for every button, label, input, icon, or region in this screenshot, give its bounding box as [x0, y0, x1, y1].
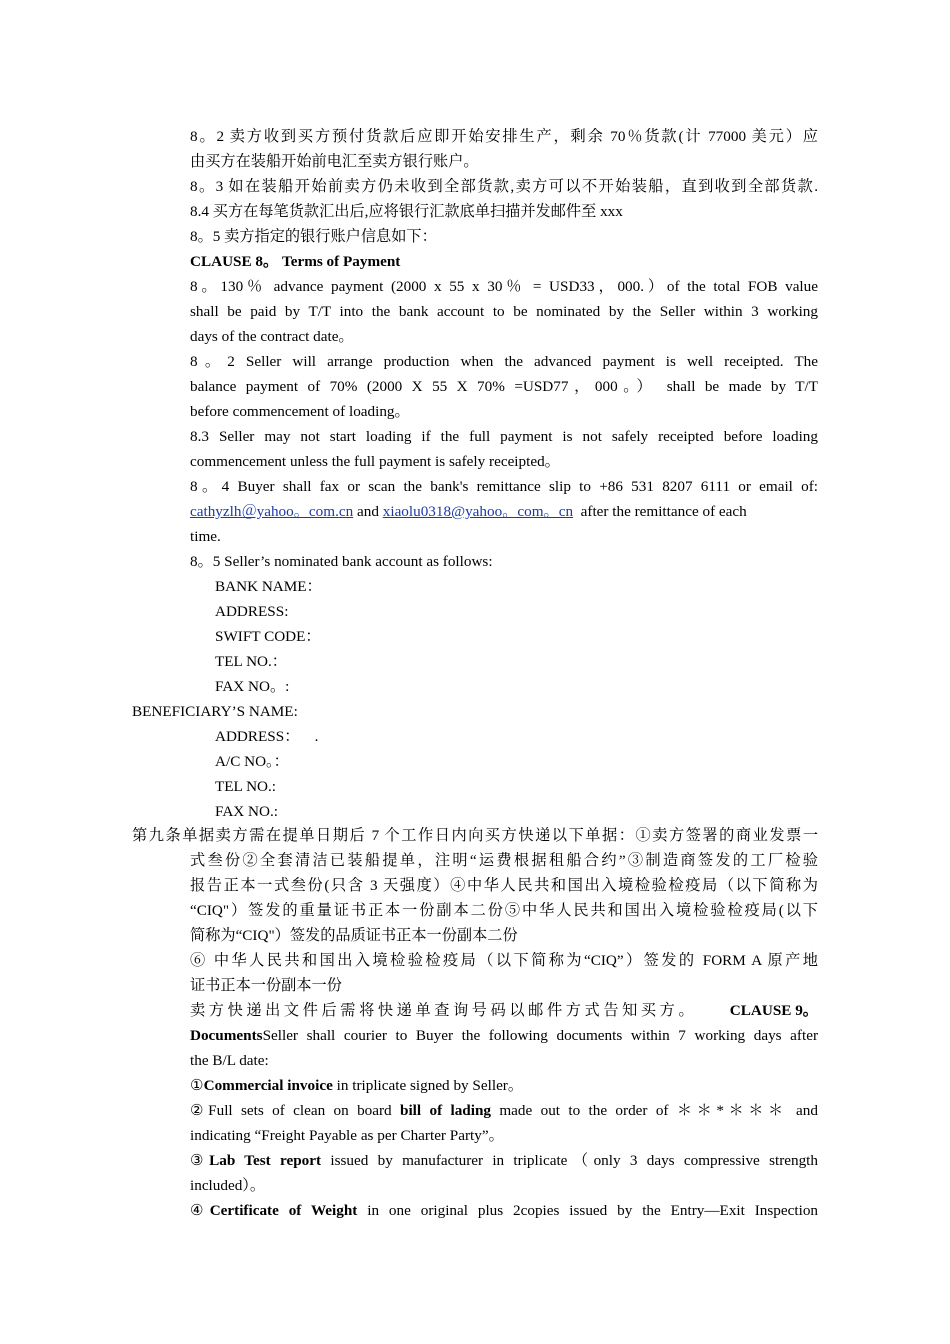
cn-clause8-3: 8。3 如在装船开始前卖方仍未收到全部货款,卖方可以不开始装船，直到收到全部货款. — [190, 178, 818, 195]
clause8-5: 8。5 Seller’s nominated bank account as follows: — [190, 553, 493, 570]
item-number: ① — [190, 1077, 204, 1094]
cn-clause8-5: 8。5 卖方指定的银行账户信息如下： — [190, 228, 437, 245]
doc-item-lab-test-line2: included）。 — [190, 1177, 266, 1194]
bank-fax-label: FAX NO。: — [215, 678, 290, 695]
item-bold: Commercial invoice — [203, 1077, 333, 1094]
item-text: issued by manufacturer in triplicate（only 3 days compressive strength — [321, 1152, 818, 1169]
bank-tel-label: TEL NO.： — [215, 653, 287, 670]
documents-text: Seller shall courier to Buyer the following documents within 7 working days after — [262, 1027, 818, 1044]
clause8-2-line1: 8。2 Seller will arrange production when the advanced payment is well receipted. The — [190, 353, 818, 370]
email-link-2[interactable]: xiaolu0318@yahoo。com。cn — [382, 503, 574, 520]
clause8-3-line2: commencement unless the full payment is safely receipted。 — [190, 453, 560, 470]
item-number: ③ — [190, 1152, 210, 1169]
clause8-2-line3: before commencement of loading。 — [190, 403, 410, 420]
cn-clause9-line6: ⑥ 中华人民共和国出入境检验检疫局（以下简称为“CIQ”）签发的 FORM A 原产地 — [190, 952, 818, 969]
clause8-heading: CLAUSE 8。 Terms of Payment — [190, 253, 401, 270]
clause8-1-line2: shall be paid by T/T into the bank account to be nominated by the Seller within 3 working — [190, 303, 818, 320]
cn-clause8-2-line1: 8。2 卖方收到买方预付货款后应即开始安排生产，剩余 70％货款(计 77000 美元）应 — [190, 128, 818, 145]
clause9-heading: CLAUSE 9。 — [729, 1002, 818, 1019]
account-number-label: A/C NO。： — [215, 753, 289, 770]
after-remittance-text: after the remittance of each — [573, 503, 747, 520]
cn-clause9-courier-note: 卖方快递出文件后需将快递单查询号码以邮件方式告知买方。 — [190, 1002, 698, 1019]
doc-item-lab-test-line1 — [190, 1148, 818, 1173]
doc-item-certificate-of-weight — [190, 1198, 818, 1223]
clause8-4-line2 — [190, 499, 818, 524]
swift-code-label: SWIFT CODE： — [215, 628, 321, 645]
item-text: in triplicate signed by Seller。 — [332, 1077, 524, 1094]
cn-clause9-line8 — [190, 998, 818, 1023]
beneficiary-fax-label: FAX NO.: — [215, 803, 279, 820]
clause8-4-line1: 8。4 Buyer shall fax or scan the bank's remittance slip to +86 531 8207 6111 or email of: — [190, 478, 818, 495]
cn-clause9-line2: 式叁份②全套清洁已装船提单，注明“运费根据租船合约”③制造商签发的工厂检验 — [190, 852, 818, 869]
email-link-1[interactable]: cathyzlh＠yahoo。com.cn — [190, 503, 354, 520]
clause8-1-line3: days of the contract date。 — [190, 328, 354, 345]
doc-item-bill-of-lading-line2: indicating “Freight Payable as per Charter Party”。 — [190, 1127, 504, 1144]
beneficiary-tel-label: TEL NO.: — [215, 778, 277, 795]
clause9-documents-line1 — [190, 1023, 818, 1048]
item-bold: Lab Test report — [209, 1152, 322, 1169]
item-text: in one original plus 2copies issued by the Entry—Exit Inspection — [357, 1202, 819, 1219]
item-text: made out to the order of ＊＊*＊＊＊ and — [491, 1102, 818, 1119]
item-text: Full sets of clean on board — [208, 1102, 401, 1119]
bank-name-label: BANK NAME： — [215, 578, 322, 595]
cn-clause8-2-line2: 由买方在装船开始前电汇至卖方银行账户。 — [190, 153, 479, 170]
clause8-3-line1: 8.3 Seller may not start loading if the full payment is not safely receipted before loading — [190, 428, 818, 445]
cn-clause9-line7: 证书正本一份副本一份 — [190, 977, 342, 994]
documents-bold: Documents — [190, 1027, 263, 1044]
item-bold: Certificate of Weight — [209, 1202, 358, 1219]
beneficiary-address-label: ADDRESS： . — [215, 728, 319, 745]
item-bold: bill of lading — [400, 1102, 491, 1119]
clause8-1-line1: 8。130％ advance payment (2000 x 55 x 30％ = USD33，000.）of the total FOB value — [190, 278, 818, 295]
doc-item-commercial-invoice — [190, 1073, 818, 1098]
item-number: ④ — [190, 1202, 210, 1219]
cn-clause8-4: 8.4 买方在每笔货款汇出后,应将银行汇款底单扫描并发邮件至 xxx — [190, 203, 623, 220]
cn-clause9-line5: 简称为“CIQ"）签发的品质证书正本一份副本二份 — [190, 927, 518, 944]
clause8-4-line3: time. — [190, 528, 221, 545]
cn-clause9-line1: 第九条单据卖方需在提单日期后 7 个工作日内向买方快递以下单据：①卖方签署的商业发票一 — [132, 827, 818, 844]
clause8-2-line2: balance payment of 70% (2000 X 55 X 70% =USD77，000。） shall be made by T/T — [190, 378, 818, 395]
beneficiary-name-label: BENEFICIARY’S NAME: — [132, 703, 298, 720]
and-text: and — [353, 503, 383, 520]
bank-address-label: ADDRESS: — [215, 603, 289, 620]
cn-clause9-line4: “CIQ"）签发的重量证书正本一份副本二份⑤中华人民共和国出入境检验检疫局(以下 — [190, 902, 818, 919]
clause9-documents-line2: the B/L date: — [190, 1052, 269, 1069]
cn-clause9-line3: 报告正本一式叁份(只含 3 天强度）④中华人民共和国出入境检验检疫局（以下简称为 — [190, 877, 818, 894]
doc-item-bill-of-lading-line1 — [190, 1098, 818, 1123]
item-number: ② — [190, 1102, 209, 1119]
